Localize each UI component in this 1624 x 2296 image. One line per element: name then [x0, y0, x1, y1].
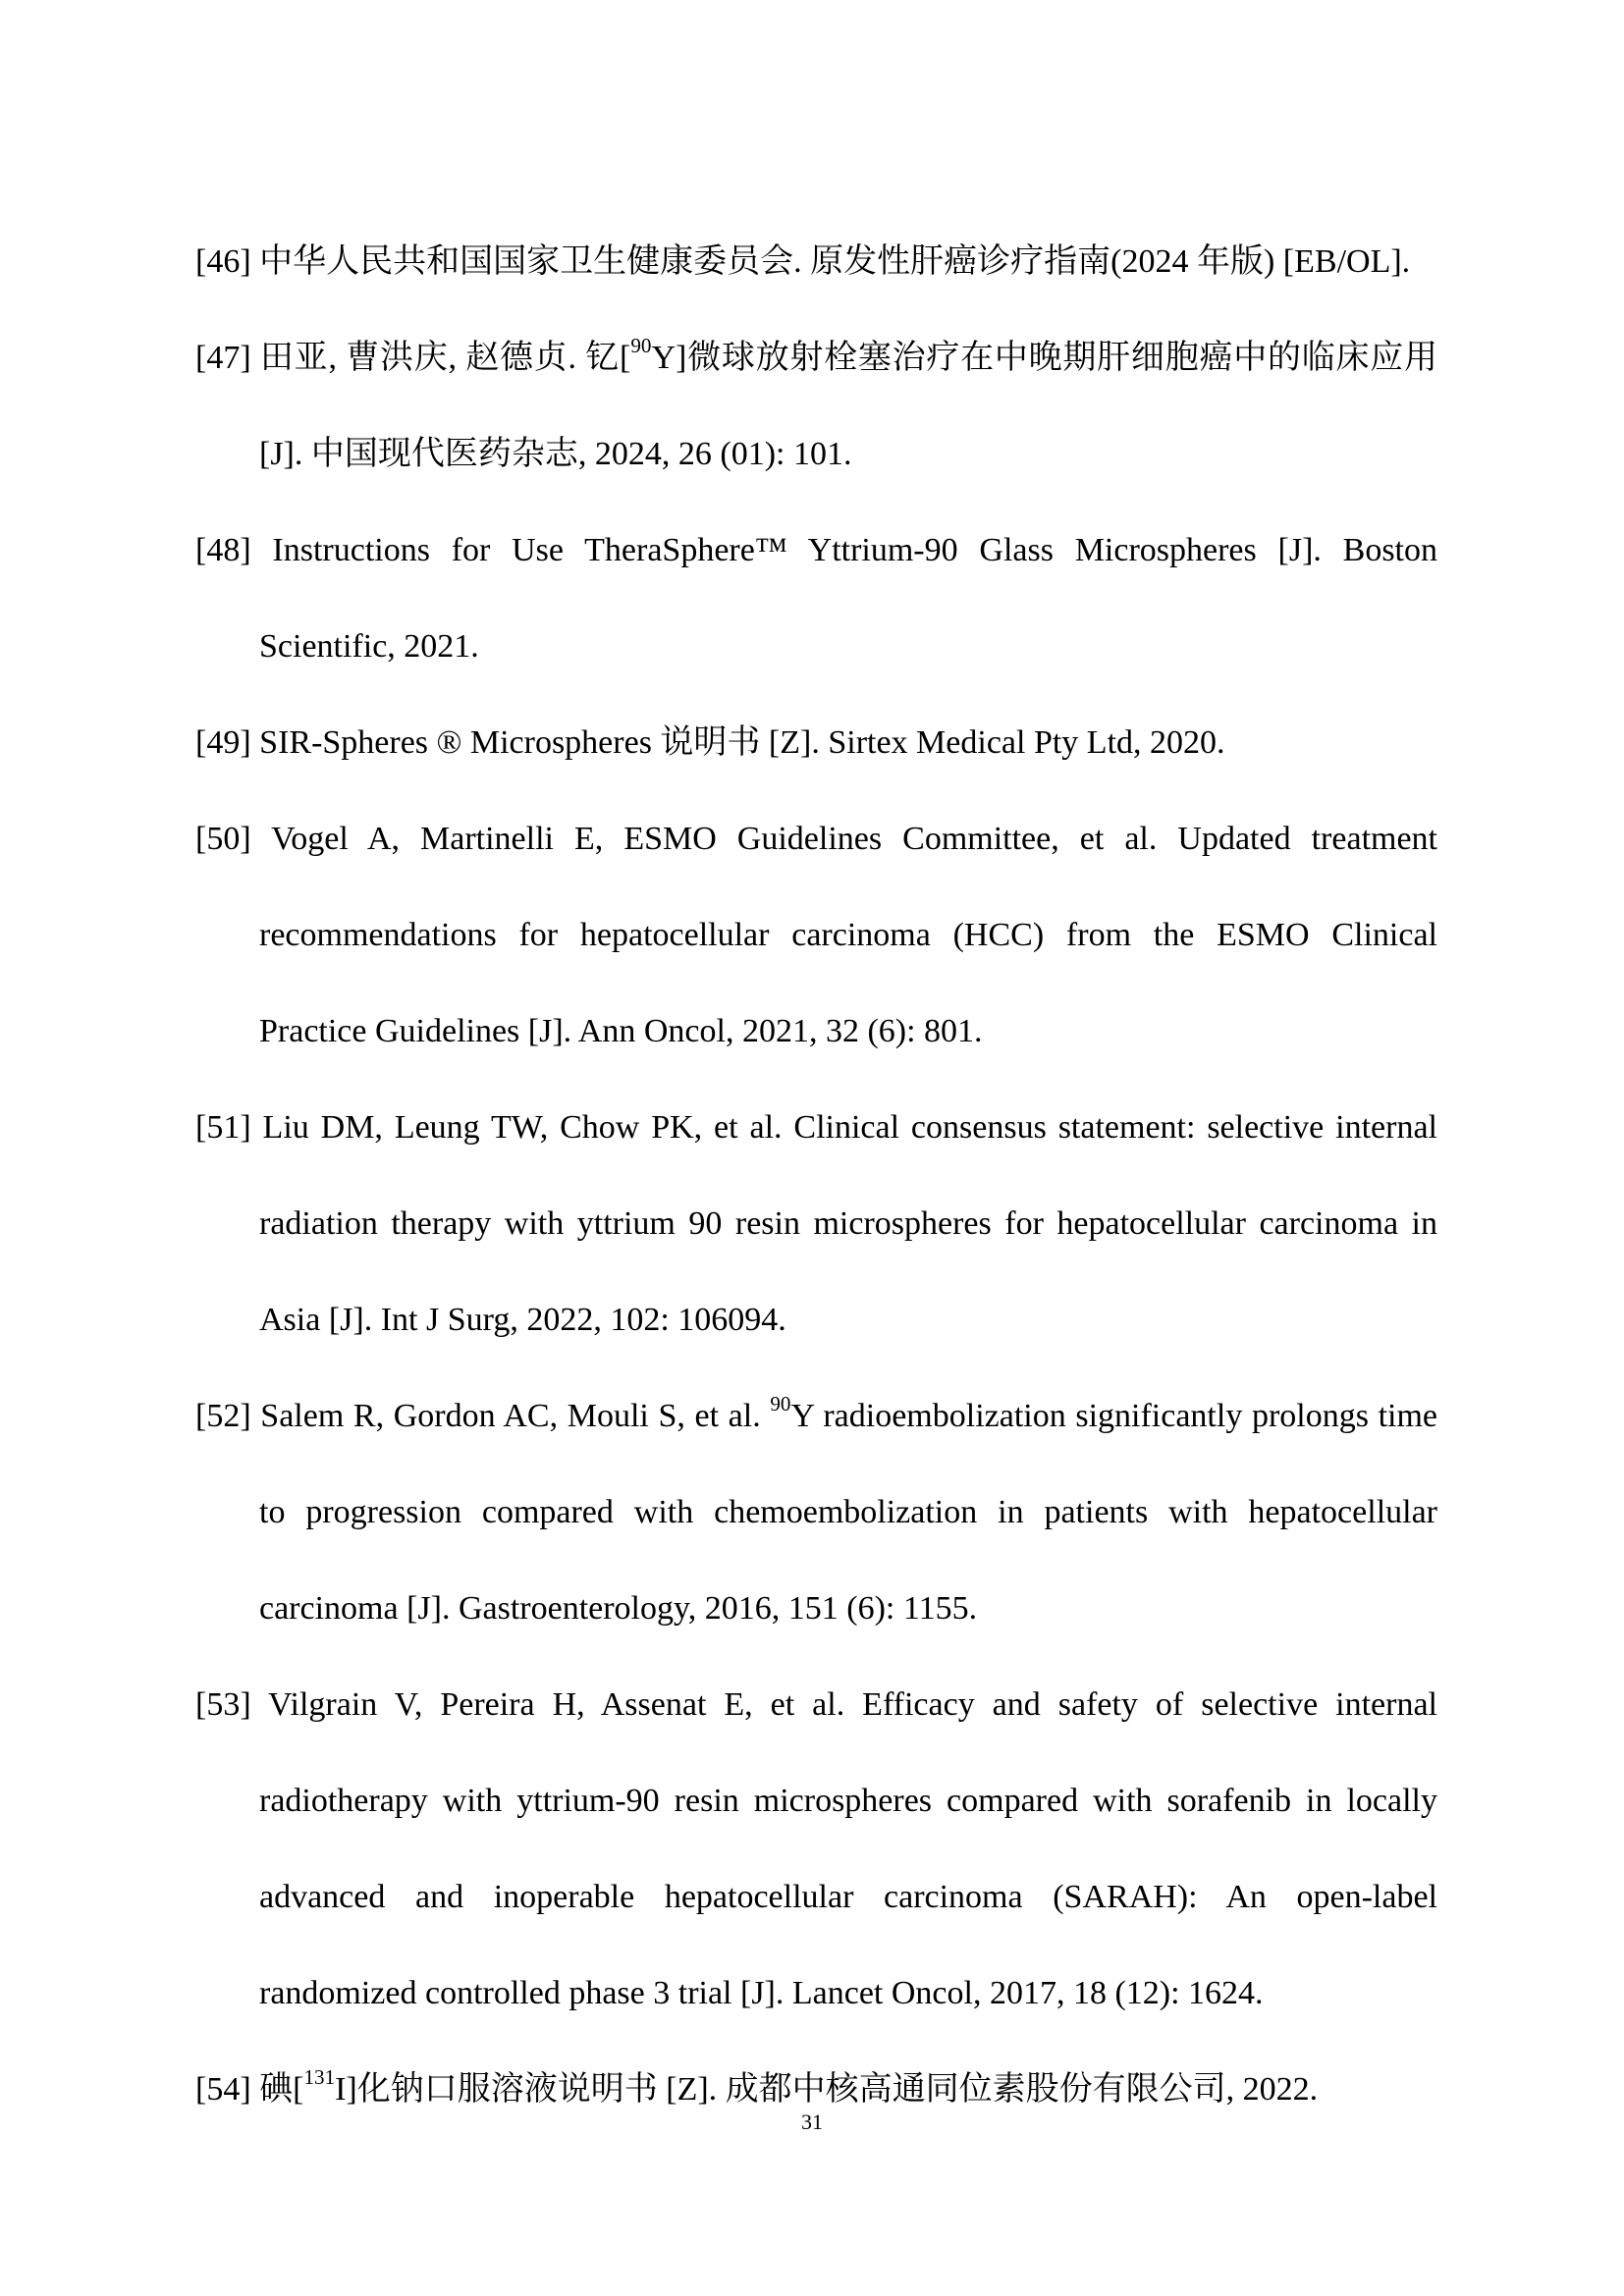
reference-entry [195, 1657, 1437, 2042]
reference-entry [195, 503, 1437, 695]
reference-number: [52] [195, 1398, 251, 1434]
reference-superscript: 131 [303, 2065, 336, 2090]
reference-list [195, 214, 1437, 2138]
reference-number: [51] [195, 1109, 251, 1146]
reference-text: Salem R, Gordon AC, Mouli S, et al. [260, 1398, 771, 1434]
reference-text: Vilgrain V, Pereira H, Assenat E, et al. Efficacy and safety of selective internal radiotherapy with yttrium-90 resin microspheres compared with sorafenib in locally advanced and inoperable hepatocellular carcinoma (SARAH): An open-label randomized controlled phase 3 trial [J]. Lancet Oncol, 2017, 18 (12): 1624. [259, 1686, 1437, 2011]
reference-text: 中华人民共和国国家卫生健康委员会. 原发性肝癌诊疗指南(2024 年版) [EB/OL]. [259, 243, 1411, 280]
reference-text: Vogel A, Martinelli E, ESMO Guidelines Committee, et al. Updated treatment recommendations for hepatocellular carcinoma (HCC) from the ESMO Clinical Practice Guidelines [J]. Ann Oncol, 2021, 32 (6): 801. [259, 821, 1437, 1049]
reference-text: 田亚, 曹洪庆, 赵德贞. 钇[ [259, 340, 631, 376]
reference-text: Y]微球放射栓塞治疗在中晚期肝细胞癌中的临床应用 [J]. 中国现代医药杂志, 2024, 26 (01): 101. [259, 340, 1438, 472]
reference-text: I]化钠口服溶液说明书 [Z]. 成都中核高通同位素股份有限公司, 2022. [335, 2071, 1319, 2108]
reference-text: Liu DM, Leung TW, Chow PK, et al. Clinical consensus statement: selective internal radiation therapy with yttrium 90 resin microspheres for hepatocellular carcinoma in Asia [J]. Int J Surg, 2022, 102: 106094. [259, 1109, 1437, 1338]
reference-number: [53] [195, 1686, 251, 1723]
reference-number: [49] [195, 724, 251, 761]
page-number: 31 [801, 2109, 823, 2134]
reference-number: [46] [195, 243, 251, 280]
reference-number: [48] [195, 532, 251, 568]
reference-entry [195, 310, 1437, 503]
reference-text: 碘[ [259, 2071, 304, 2108]
reference-superscript: 90 [770, 1392, 791, 1416]
reference-entry [195, 695, 1437, 791]
reference-entry [195, 1368, 1437, 1657]
reference-number: [47] [195, 340, 251, 376]
reference-entry [195, 214, 1437, 310]
reference-entry [195, 1080, 1437, 1368]
reference-entry [195, 791, 1437, 1080]
reference-text: SIR-Spheres ® Microspheres 说明书 [Z]. Sirtex Medical Pty Ltd, 2020. [259, 724, 1225, 761]
reference-superscript: 90 [630, 334, 652, 358]
reference-text: Y radioembolization significantly prolongs time to progression compared with chemoembolization in patients with hepatocellular carcinoma [J]. Gastroenterology, 2016, 151 (6): 1155. [259, 1398, 1438, 1627]
reference-number: [50] [195, 821, 251, 857]
reference-text: Instructions for Use TheraSphere™ Yttrium-90 Glass Microspheres [J]. Boston Scientific, 2021. [259, 532, 1438, 665]
reference-number: [54] [195, 2071, 251, 2108]
